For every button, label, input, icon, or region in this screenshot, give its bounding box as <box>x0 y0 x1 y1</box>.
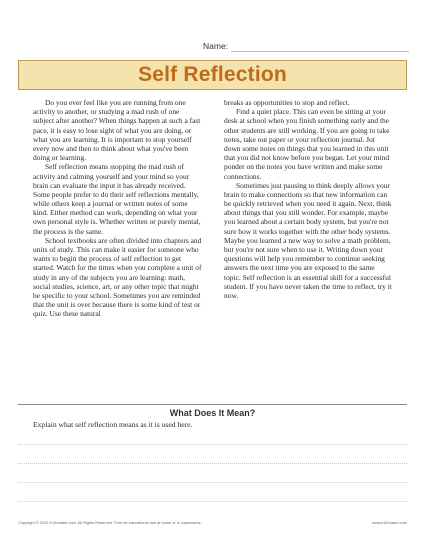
name-line[interactable] <box>231 51 409 52</box>
paragraph: Find a quiet place. This can even be sitting at your desk at school when you finish something early and the other students are still working. If you are going to take notes, take out paper or your reflection journal. Jot down some notes on things that you learned in this unit that you did not know before you began. Let your mind ponder on the notes you have written and make some connections. <box>224 107 390 181</box>
page-title: Self Reflection <box>138 63 287 86</box>
title-banner <box>18 60 407 90</box>
copyright-text: Copyright © 2012 K12reader.com. All Rights Reserved. Free for educational use at home or in classrooms. <box>18 520 202 525</box>
article-column-left <box>33 98 202 396</box>
answer-line[interactable] <box>18 501 407 502</box>
answer-line[interactable] <box>18 444 407 445</box>
footer <box>18 520 407 530</box>
paragraph: Self reflection means stopping the mad rush of activity and calming yourself and your mind so your brain can evaluate the input it has already received. Some people prefer to do their self reflections mentally, while others keep a journal or written notes of some kind. Either method can work, depending on what your own personal style is. Whether written or purely mental, the process is the same. <box>33 162 201 236</box>
question-prompt: Explain what self reflection means as it is used here. <box>33 420 193 429</box>
question-heading: What Does It Mean? <box>169 408 256 418</box>
answer-line[interactable] <box>18 482 407 483</box>
site-url: www.k12reader.com <box>371 520 407 525</box>
question-section <box>18 404 407 419</box>
article-column-right <box>224 98 393 396</box>
paragraph-continued: breaks as opportunities to stop and reflect. <box>224 98 350 107</box>
answer-line[interactable] <box>18 463 407 464</box>
paragraph: School textbooks are often divided into chapters and units of study. This can make it easier for someone who wants to begin the process of self reflection to get started. Watch for the times when you complete a unit of study in any of the subjects you are learning: math, social studies, science, art, or any other topic that might be specific to your school. Sometimes you are reminded that the unit is over because there is some kind of test or quiz. Use these natural <box>33 235 202 319</box>
paragraph: Do you ever feel like you are running from one activity to another, or studying a mad rush of one subject after another? When things happen at such a fast pace, it is easy to lose sight of what you are doing, or what you are learning. It is important to stop yourself every now and then to think about what you've been doing or learning. <box>33 98 201 163</box>
name-label: Name: <box>203 41 229 51</box>
article-body <box>33 98 393 396</box>
name-field[interactable] <box>203 41 409 54</box>
paragraph: Sometimes just pausing to think deeply allows your brain to make connections so that new information can be quickly retrieved when you need it again. Next, think about things that you still wonder. For example, maybe you learned about a certain body system, but you're not sure how it works together with the other body systems. Maybe you learned a new way to solve a math problem, but you're not sure when to use it. Writing down your questions will help you remember to continue seeking answers the next time you are exposed to the same topic. Self reflection is an essential skill for a successful student. If you have never taken the time to reflect, try it now. <box>224 180 392 300</box>
